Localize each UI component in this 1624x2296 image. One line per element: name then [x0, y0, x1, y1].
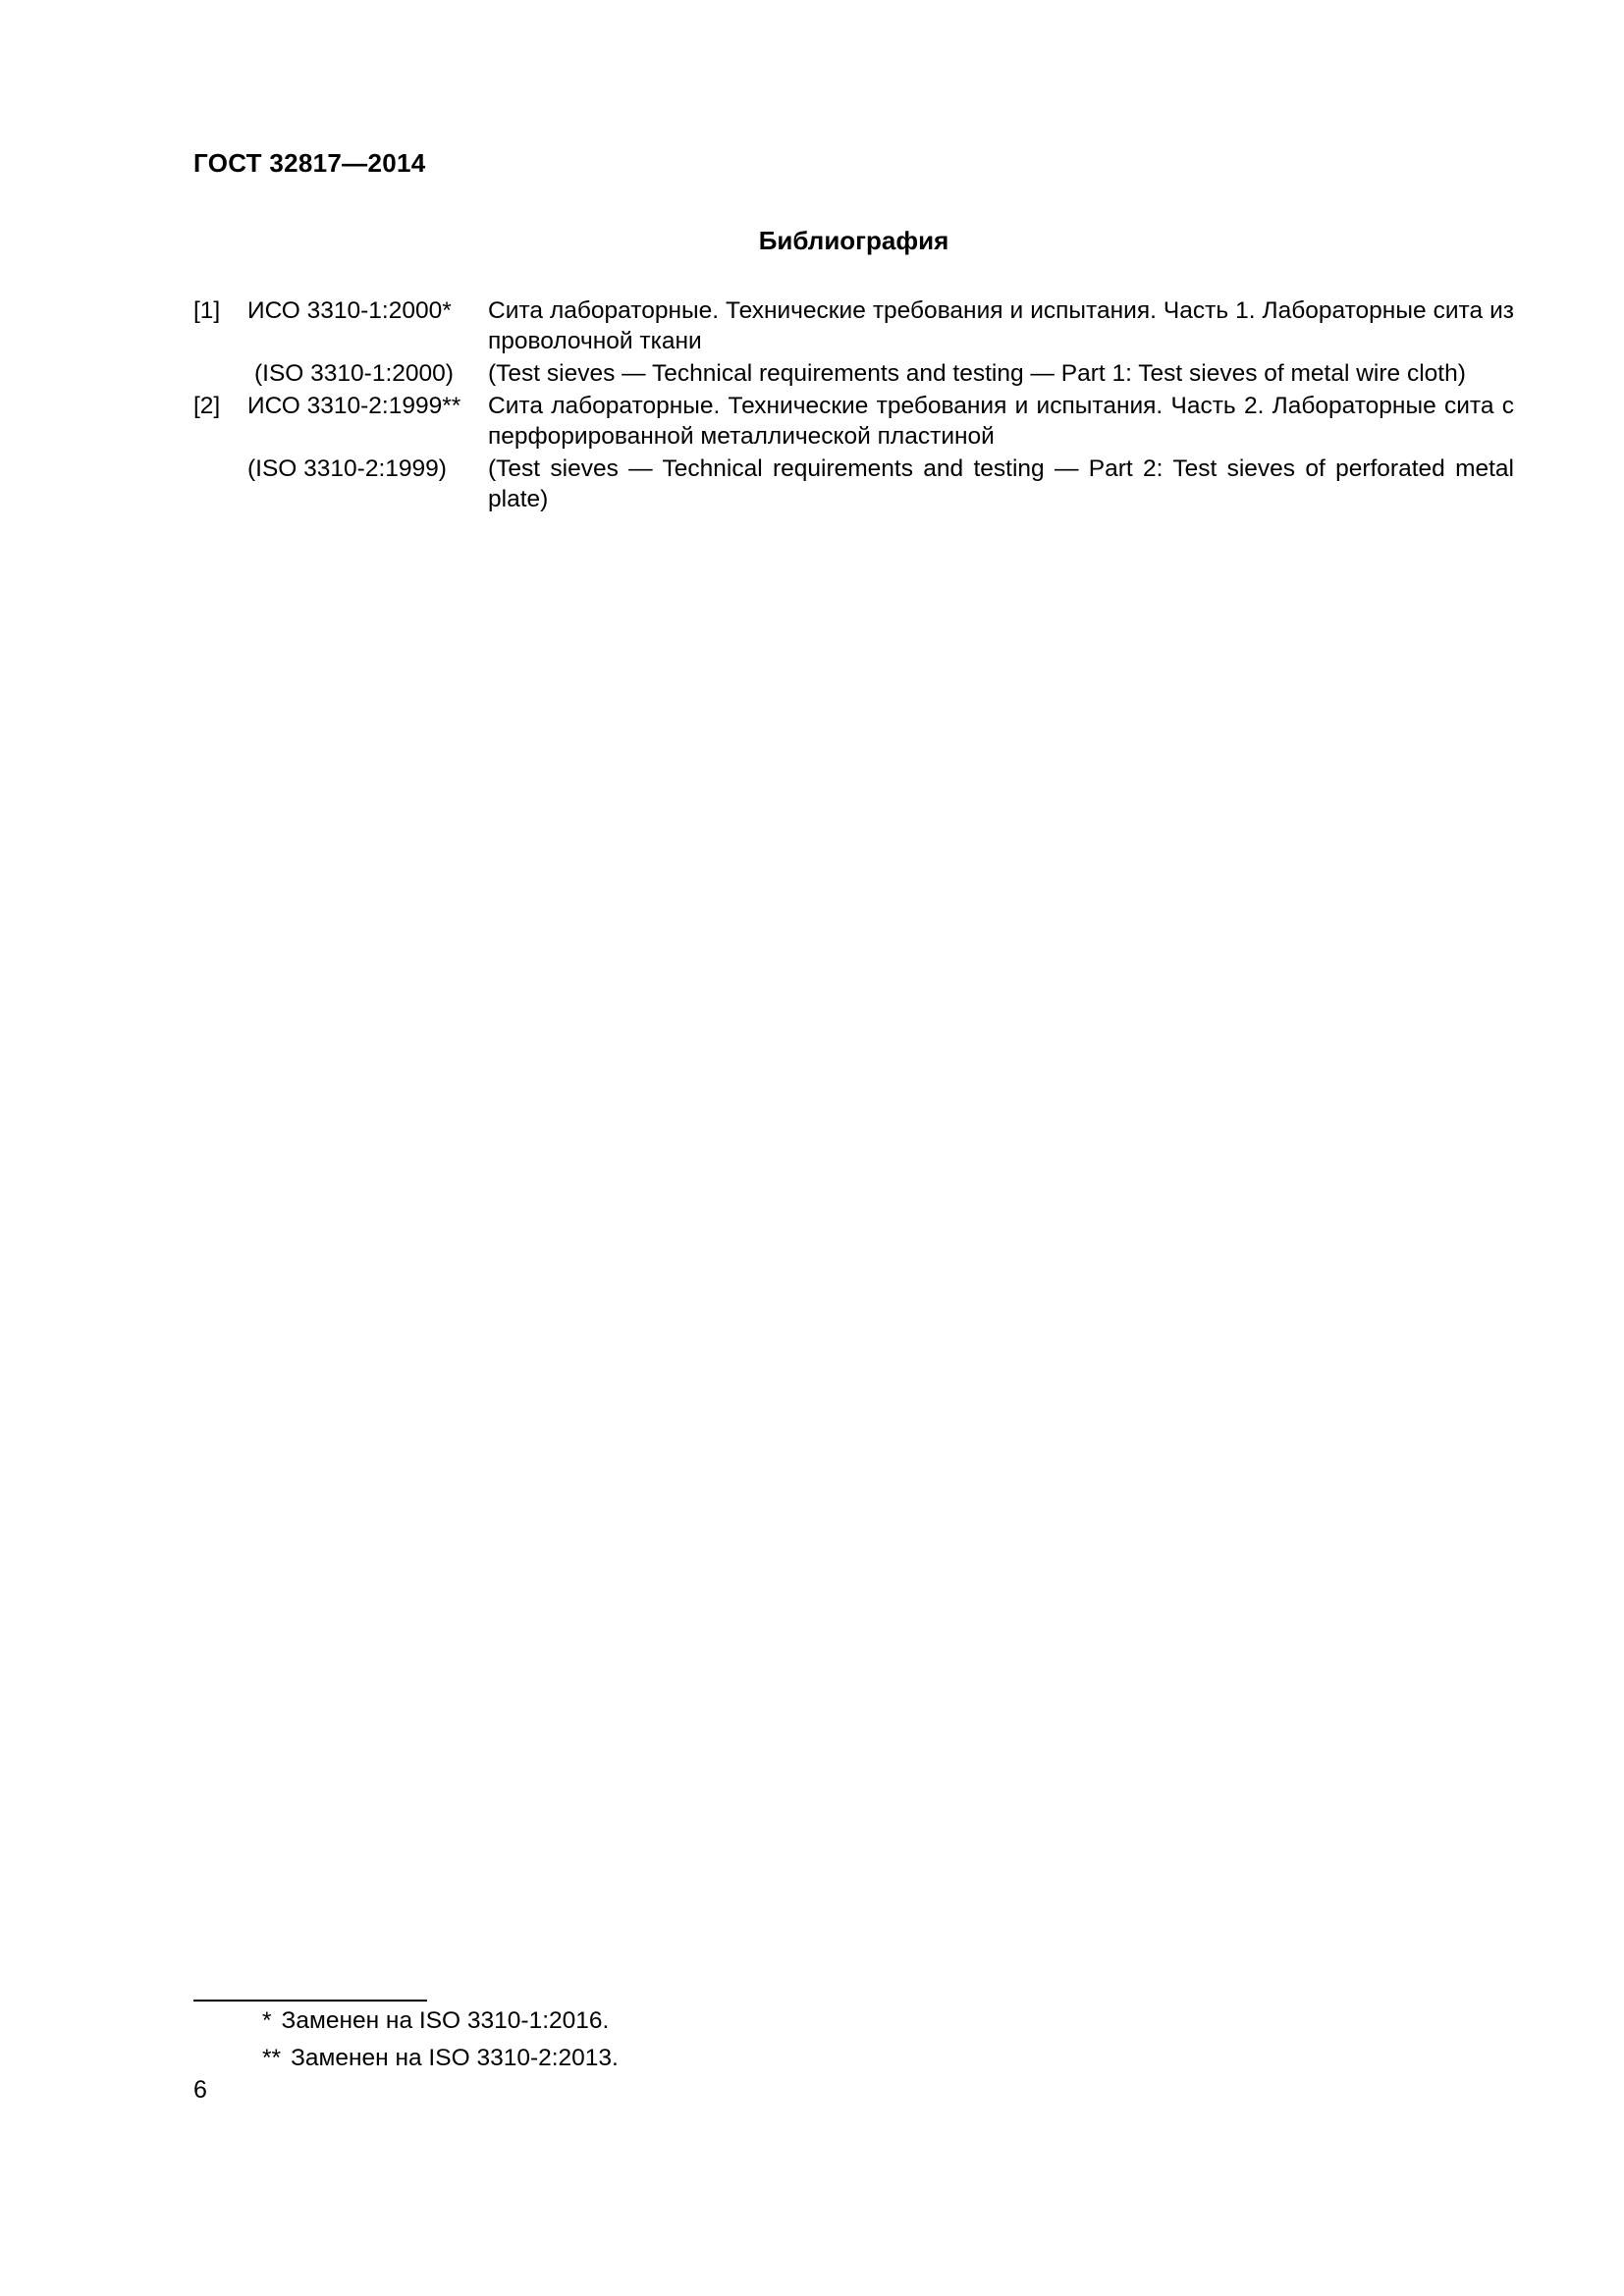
entry-code: (ISO 3310-1:2000)	[254, 360, 454, 387]
section-title: Библиография	[758, 226, 949, 255]
bibliography-entry	[193, 358, 1514, 389]
document-standard-id: ГОСТ 32817—2014	[193, 148, 426, 178]
footnote-text: Заменен на ISO 3310-2:2013.	[291, 2045, 619, 2071]
footnote	[262, 2002, 619, 2040]
bibliography-list	[193, 295, 1514, 516]
entry-number: [1]	[193, 297, 221, 324]
footnote-text: Заменен на ISO 3310-1:2016.	[281, 2007, 610, 2034]
entry-description: (Test sieves — Technical requirements and testing — Part 1: Test sieves of metal wire cloth)	[488, 360, 1466, 387]
bibliography-entry	[193, 391, 1514, 452]
footnote	[262, 2040, 619, 2077]
entry-code: ИСО 3310-2:1999**	[247, 393, 461, 419]
entry-code: (ISO 3310-2:1999)	[247, 455, 447, 482]
entry-number: [2]	[193, 393, 221, 419]
bibliography-entry	[193, 454, 1514, 514]
entry-description: (Test sieves — Technical requirements and testing — Part 2: Test sieves of perforated metal plate)	[488, 455, 1514, 512]
entry-description: Сита лабораторные. Технические требования и испытания. Часть 2. Лабораторные сита с перфорированной металлической пластиной	[488, 393, 1514, 450]
page-number: 6	[193, 2076, 207, 2104]
footnote-mark: *	[262, 2007, 272, 2034]
footnote-divider	[193, 2000, 427, 2002]
footnote-mark: **	[262, 2045, 282, 2071]
bibliography-entry	[193, 295, 1514, 356]
footnotes	[262, 2002, 619, 2077]
entry-code: ИСО 3310-1:2000*	[247, 297, 452, 324]
entry-description: Сита лабораторные. Технические требования и испытания. Часть 1. Лабораторные сита из проволочной ткани	[488, 297, 1514, 354]
